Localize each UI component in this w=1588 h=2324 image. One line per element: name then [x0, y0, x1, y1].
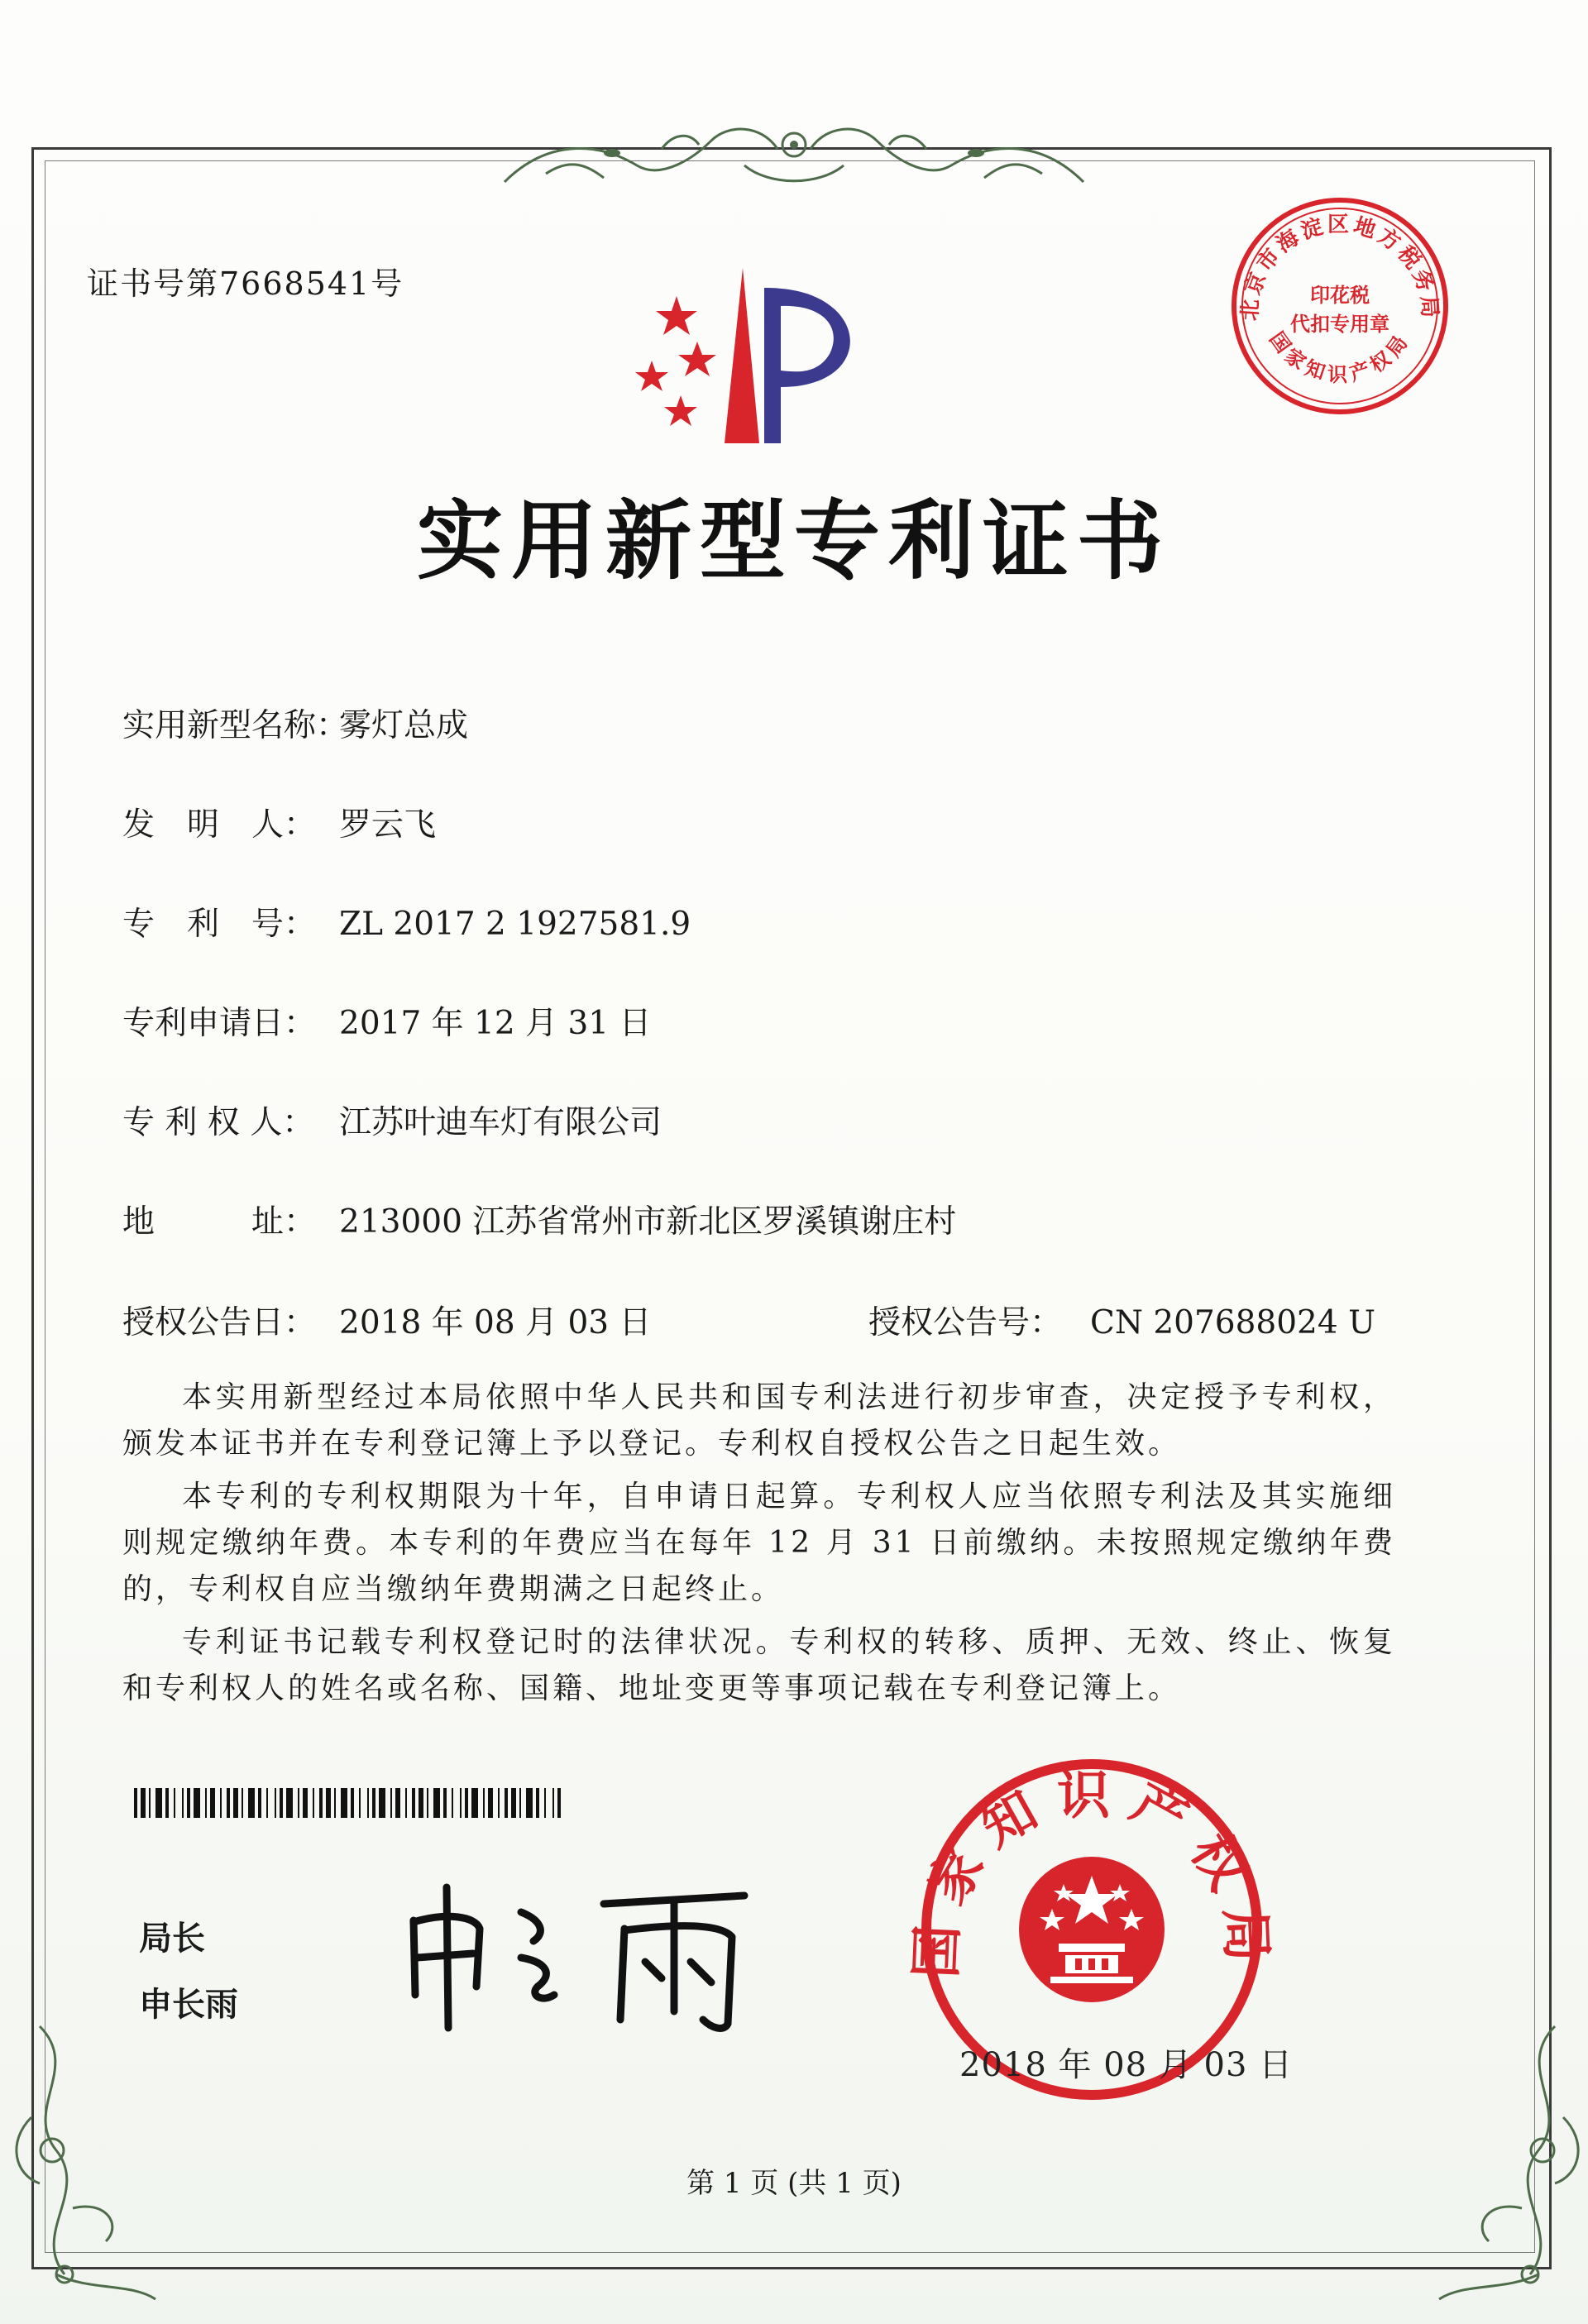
barcode-bar	[275, 1788, 276, 1818]
certificate-number: 证书号第7668541号	[87, 265, 404, 302]
patent-number-label: 专 利 号：	[122, 906, 317, 943]
barcode-bar	[141, 1788, 146, 1818]
tax-stamp-seal	[1224, 190, 1456, 425]
patentee	[122, 1097, 662, 1143]
svg-text:国家知识产权局: 国家知识产权局	[906, 1765, 1278, 1980]
barcode-bar	[395, 1788, 400, 1818]
barcode-bar	[210, 1788, 215, 1818]
address-value: 213000 江苏省常州市新北区罗溪镇谢庄村	[339, 1203, 957, 1241]
barcode-bar	[536, 1788, 539, 1818]
certificate-title: 实用新型专利证书	[416, 490, 1171, 591]
barcode-bar	[187, 1788, 190, 1818]
barcode-bar	[519, 1788, 521, 1818]
barcode-bar	[498, 1788, 500, 1818]
inventor-label: 发 明 人：	[122, 806, 317, 844]
barcode-bar	[372, 1788, 375, 1818]
barcode-bar	[471, 1788, 478, 1818]
director-signature	[397, 1871, 777, 2039]
svg-text:国家知识产权局: 国家知识产权局	[1265, 328, 1415, 386]
barcode-bar	[242, 1788, 243, 1818]
barcode-bar	[526, 1788, 533, 1818]
body-paragraph-3: 专利证书记载专利权登记时的法律状况。专利权的转移、质押、无效、终止、恢复和专利权人的姓名或名称、国籍、地址变更等事项记载在专利登记簿上。	[122, 1625, 1396, 1705]
barcode-bar	[511, 1788, 516, 1818]
body-paragraph-2: 本专利的专利权期限为十年，自申请日起算。专利权人应当依照专利法及其实施细则规定缴纳年费。本专利的年费应当在每年 12 月 31 日前缴纳。未按照规定缴纳年费的，专利权自应当缴纳年费期满之日起终止。	[122, 1480, 1396, 1606]
barcode-bar	[303, 1788, 308, 1818]
page-number: 第 1 页 (共 1 页)	[686, 2167, 902, 2200]
svg-text:代扣专用章: 代扣专用章	[1290, 313, 1390, 336]
director-title: 局长	[139, 1920, 205, 1958]
barcode-bar	[405, 1788, 407, 1818]
barcode-bar	[505, 1788, 508, 1818]
barcode-bar	[326, 1788, 331, 1818]
filing-date	[122, 997, 652, 1044]
barcode-bar	[488, 1788, 493, 1818]
barcode-bar	[351, 1788, 354, 1818]
utility-model-name	[122, 700, 468, 746]
barcode-bar	[460, 1788, 462, 1818]
barcode-bar	[227, 1788, 230, 1818]
barcode-bar	[465, 1788, 468, 1818]
barcode-bar	[313, 1788, 314, 1818]
barcode-bar	[544, 1788, 546, 1818]
svg-text:印花税: 印花税	[1310, 284, 1370, 307]
patentee-value: 江苏叶迪车灯有限公司	[339, 1104, 662, 1141]
filing-date-label: 专利申请日：	[122, 1005, 317, 1042]
svg-text:北京市海淀区地方税务局: 北京市海淀区地方税务局	[1237, 213, 1442, 322]
barcode-bar	[174, 1788, 175, 1818]
barcode-bar	[341, 1788, 347, 1818]
barcode-bar	[483, 1788, 485, 1818]
barcode-bar	[182, 1788, 184, 1818]
barcode-bar	[452, 1788, 453, 1818]
barcode-bar	[134, 1788, 137, 1818]
patent-number-value: ZL 2017 2 1927581.9	[339, 906, 691, 943]
patent-office-emblem	[619, 263, 883, 457]
barcode-bar	[367, 1788, 369, 1818]
barcode-bar	[379, 1788, 385, 1818]
barcode-bar	[220, 1788, 222, 1818]
patent-number	[122, 898, 691, 944]
grant-date-value: 2018 年 08 月 03 日	[339, 1304, 652, 1341]
barcode-bar	[233, 1788, 238, 1818]
barcode-bar	[205, 1788, 207, 1818]
barcode-bar	[194, 1788, 200, 1818]
barcode-bar	[165, 1788, 169, 1818]
barcode	[134, 1788, 564, 1821]
seal-date: 2018 年 08 月 03 日	[959, 2046, 1294, 2084]
barcode-bar	[155, 1788, 162, 1818]
address-label: 地 址：	[122, 1203, 317, 1241]
filing-date-value: 2017 年 12 月 31 日	[339, 1005, 652, 1042]
barcode-bar	[280, 1788, 283, 1818]
barcode-bar	[419, 1788, 423, 1818]
barcode-bar	[298, 1788, 299, 1818]
barcode-bar	[390, 1788, 392, 1818]
address	[122, 1196, 956, 1242]
inventor-value: 罗云飞	[339, 806, 437, 844]
barcode-bar	[359, 1788, 361, 1818]
barcode-bar	[248, 1788, 255, 1818]
body-text	[122, 1375, 1396, 1712]
director-name: 申长雨	[139, 1986, 238, 2024]
barcode-bar	[266, 1788, 268, 1818]
barcode-bar	[319, 1788, 323, 1818]
utility-model-name-value: 雾灯总成	[339, 707, 469, 744]
top-ornament	[496, 108, 1092, 198]
utility-model-name-label: 实用新型名称：	[122, 707, 349, 744]
barcode-bar	[258, 1788, 261, 1818]
barcode-bar	[552, 1788, 554, 1818]
grant-number-label: 授权公告号：	[868, 1304, 1063, 1341]
barcode-bar	[443, 1788, 447, 1818]
barcode-bar	[412, 1788, 415, 1818]
inventor	[122, 799, 436, 845]
barcode-bar	[149, 1788, 151, 1818]
patentee-label: 专 利 权 人：	[122, 1104, 315, 1141]
grant-number	[868, 1297, 1375, 1343]
barcode-bar	[433, 1788, 440, 1818]
grant-number-value: CN 207688024 U	[1090, 1304, 1375, 1341]
barcode-bar	[286, 1788, 293, 1818]
barcode-bar	[334, 1788, 336, 1818]
body-paragraph-1: 本实用新型经过本局依照中华人民共和国专利法进行初步审查，决定授予专利权，颁发本证书并在专利登记簿上予以登记。专利权自授权公告之日起生效。	[122, 1380, 1396, 1461]
barcode-bar	[427, 1788, 428, 1818]
barcode-bar	[557, 1788, 561, 1818]
grant-date-label: 授权公告日：	[122, 1304, 317, 1341]
grant-date	[122, 1297, 652, 1343]
